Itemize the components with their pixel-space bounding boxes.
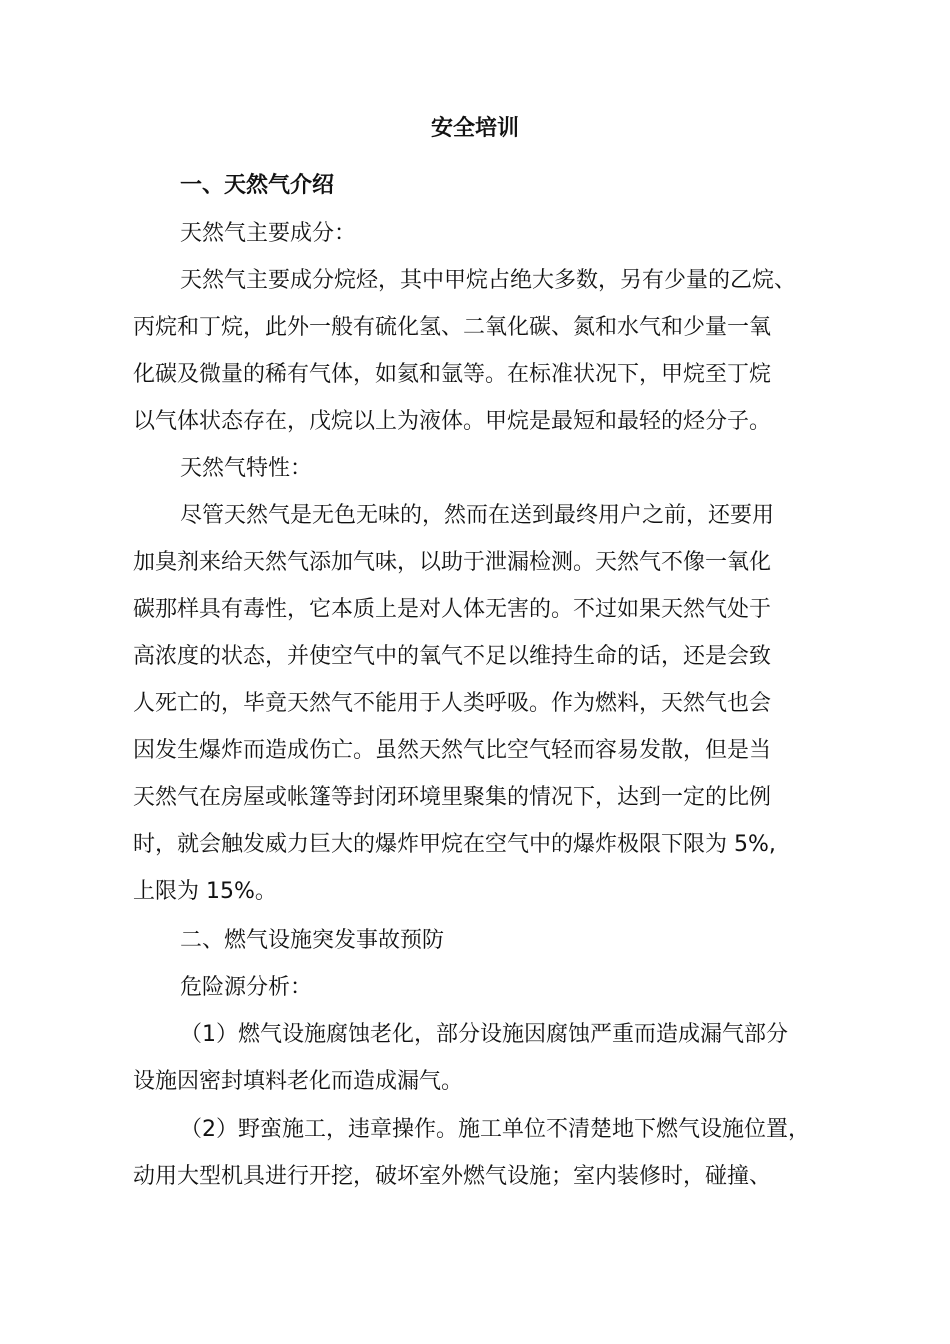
paragraph-line: 上限为 15%。: [133, 879, 277, 904]
paragraph-line: 动用大型机具进行开挖，破坏室外燃气设施；室内装修时，碰撞、: [133, 1164, 772, 1189]
document-title: 安全培训: [430, 116, 519, 141]
section-heading-accident-prevention: 二、燃气设施突发事故预防: [180, 928, 445, 953]
paragraph-line: 时，就会触发威力巨大的爆炸甲烷在空气中的爆炸极限下限为 5%,: [133, 832, 776, 857]
paragraph-line: 加臭剂来给天然气添加气味，以助于泄漏检测。天然气不像一氧化: [133, 550, 772, 575]
paragraph-line: 设施因密封填料老化而造成漏气。: [133, 1069, 464, 1094]
paragraph-line: 高浓度的状态，并使空气中的氧气不足以维持生命的话，还是会致: [133, 644, 772, 669]
paragraph-line: 因发生爆炸而造成伤亡。虽然天然气比空气轻而容易发散，但是当: [133, 738, 772, 763]
list-item-1: （1）燃气设施腐蚀老化，部分设施因腐蚀严重而造成漏气部分: [180, 1022, 788, 1047]
subheading-composition: 天然气主要成分：: [180, 221, 357, 246]
list-item-2: （2）野蛮施工，违章操作。施工单位不清楚地下燃气设施位置，: [180, 1117, 810, 1142]
paragraph-line: 碳那样具有毒性，它本质上是对人体无害的。不过如果天然气处于: [133, 597, 772, 622]
subheading-hazard-analysis: 危险源分析：: [180, 975, 313, 1000]
paragraph-line: 天然气主要成分烷烃，其中甲烷占绝大多数，另有少量的乙烷、: [180, 268, 797, 293]
subheading-properties: 天然气特性：: [180, 456, 313, 481]
paragraph-line: 化碳及微量的稀有气体，如氦和氩等。在标准状况下，甲烷至丁烷: [133, 362, 772, 387]
paragraph-line: 丙烷和丁烷，此外一般有硫化氢、二氧化碳、氮和水气和少量一氧: [133, 315, 772, 340]
paragraph-line: 天然气在房屋或帐篷等封闭环境里聚集的情况下，达到一定的比例: [133, 785, 772, 810]
section-heading-natural-gas: 一、天然气介绍: [180, 173, 335, 198]
paragraph-line: 以气体状态存在，戊烷以上为液体。甲烷是最短和最轻的烃分子。: [133, 409, 772, 434]
paragraph-line: 人死亡的，毕竟天然气不能用于人类呼吸。作为燃料，天然气也会: [133, 691, 772, 716]
paragraph-line: 尽管天然气是无色无味的，然而在送到最终用户之前，还要用: [180, 503, 775, 528]
